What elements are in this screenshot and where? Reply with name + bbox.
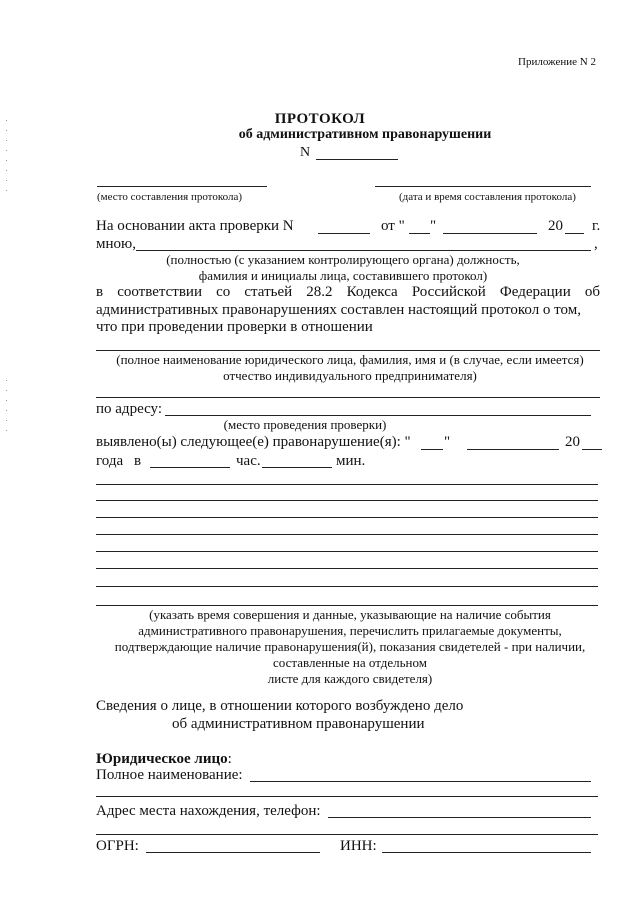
revealed-quote: " [444, 434, 451, 450]
address-phone-label: Адрес места нахождения, телефон: [96, 803, 321, 819]
ogrn-field[interactable] [146, 852, 320, 853]
basis-label: На основании акта проверки N [96, 218, 294, 234]
person-info-line2: об административном правонарушении [172, 716, 425, 732]
legal-entity-heading-text: Юридическое лицо [96, 751, 228, 767]
violation-year-field[interactable] [582, 449, 602, 450]
inn-label: ИНН: [340, 838, 377, 854]
basis-year-label: 20 [548, 218, 563, 234]
violation-description-line[interactable] [96, 605, 598, 606]
protocol-title: ПРОТОКОЛ [274, 111, 366, 127]
legal-entity-colon: : [227, 751, 232, 767]
protocol-number-label: N [300, 145, 311, 160]
full-name-field[interactable] [250, 781, 591, 782]
violation-description-line[interactable] [96, 484, 598, 485]
revealed-year-label: 20 [565, 434, 580, 450]
place-field[interactable] [97, 186, 267, 187]
act-day-field[interactable] [409, 233, 430, 234]
statute-line1: в соответствии со статьей 28.2 Кодекса Российской Федерации об [96, 284, 600, 300]
violation-caption-line1: (указать время совершения и данные, указывающие на наличие события [149, 607, 551, 622]
legal-entity-heading [96, 751, 232, 768]
violation-description-line[interactable] [96, 517, 598, 518]
place-caption: (место составления протокола) [97, 191, 243, 203]
revealed-label: выявлено(ы) следующее(е) правонарушение(я): " [96, 434, 411, 450]
protocol-subtitle: об административном правонарушении [238, 127, 492, 142]
address-phone-field-2[interactable] [96, 834, 598, 835]
basis-from-label: от " [381, 218, 405, 234]
violation-caption-line2: административного правонарушения, перечислить прилагаемые документы, [138, 623, 562, 638]
address-phone-field[interactable] [328, 817, 591, 818]
hours-label: час. [236, 453, 261, 469]
entity-caption-line2: отчество индивидуального предпринимателя) [223, 368, 477, 383]
official-field[interactable] [136, 250, 591, 251]
official-caption-line1: (полностью (с указанием контролирующего органа) должность, [166, 252, 520, 267]
datetime-caption: (дата и время составления протокола) [399, 191, 576, 203]
act-number-field[interactable] [318, 233, 370, 234]
violation-description-line[interactable] [96, 500, 598, 501]
statute-line2: административных правонарушениях составлен настоящий протокол о том, [96, 302, 581, 318]
violation-description-line[interactable] [96, 534, 598, 535]
person-info-line1: Сведения о лице, в отношении которого возбуждено дело [96, 698, 464, 714]
time-year-word: года [96, 453, 124, 469]
act-year-field[interactable] [565, 233, 584, 234]
time-in-label: в [134, 453, 142, 469]
official-caption-line2: фамилия и инициалы лица, составившего протокол) [198, 268, 488, 283]
inn-field[interactable] [382, 852, 591, 853]
violation-caption-line4: составленные на отдельном [273, 655, 427, 670]
full-name-label: Полное наименование: [96, 767, 243, 783]
basis-year-suffix: г. [592, 218, 601, 234]
violation-month-field[interactable] [467, 449, 559, 450]
violation-description-line[interactable] [96, 586, 598, 587]
violation-description-line[interactable] [96, 551, 598, 552]
act-month-field[interactable] [443, 233, 537, 234]
violation-description-line[interactable] [96, 568, 598, 569]
address-label: по адресу: [96, 401, 163, 417]
by-me-comma: , [594, 236, 598, 252]
violation-minutes-field[interactable] [262, 467, 332, 468]
appendix-label: Приложение N 2 [518, 56, 596, 68]
full-name-field-2[interactable] [96, 796, 598, 797]
violation-hours-field[interactable] [150, 467, 230, 468]
inspection-address-field[interactable] [165, 415, 591, 416]
minutes-label: мин. [336, 453, 366, 469]
violation-day-field[interactable] [421, 449, 443, 450]
basis-quote: " [430, 218, 437, 234]
ogrn-label: ОГРН: [96, 838, 139, 854]
statute-line3: что при проведении проверки в отношении [96, 319, 373, 335]
protocol-number-field[interactable] [316, 159, 398, 160]
by-me-label: мною, [96, 236, 136, 252]
datetime-field[interactable] [375, 186, 591, 187]
entity-name-field[interactable] [96, 350, 600, 351]
entity-name-field-2[interactable] [96, 397, 600, 398]
inspection-place-caption: (место проведения проверки) [223, 417, 387, 432]
violation-caption-line3: подтверждающие наличие правонарушения(й), показания свидетелей - при наличии, [114, 639, 586, 654]
violation-caption-line5: листе для каждого свидетеля) [267, 671, 433, 686]
entity-caption-line1: (полное наименование юридического лица, фамилия, имя и (в случае, если имеется) [116, 352, 584, 367]
